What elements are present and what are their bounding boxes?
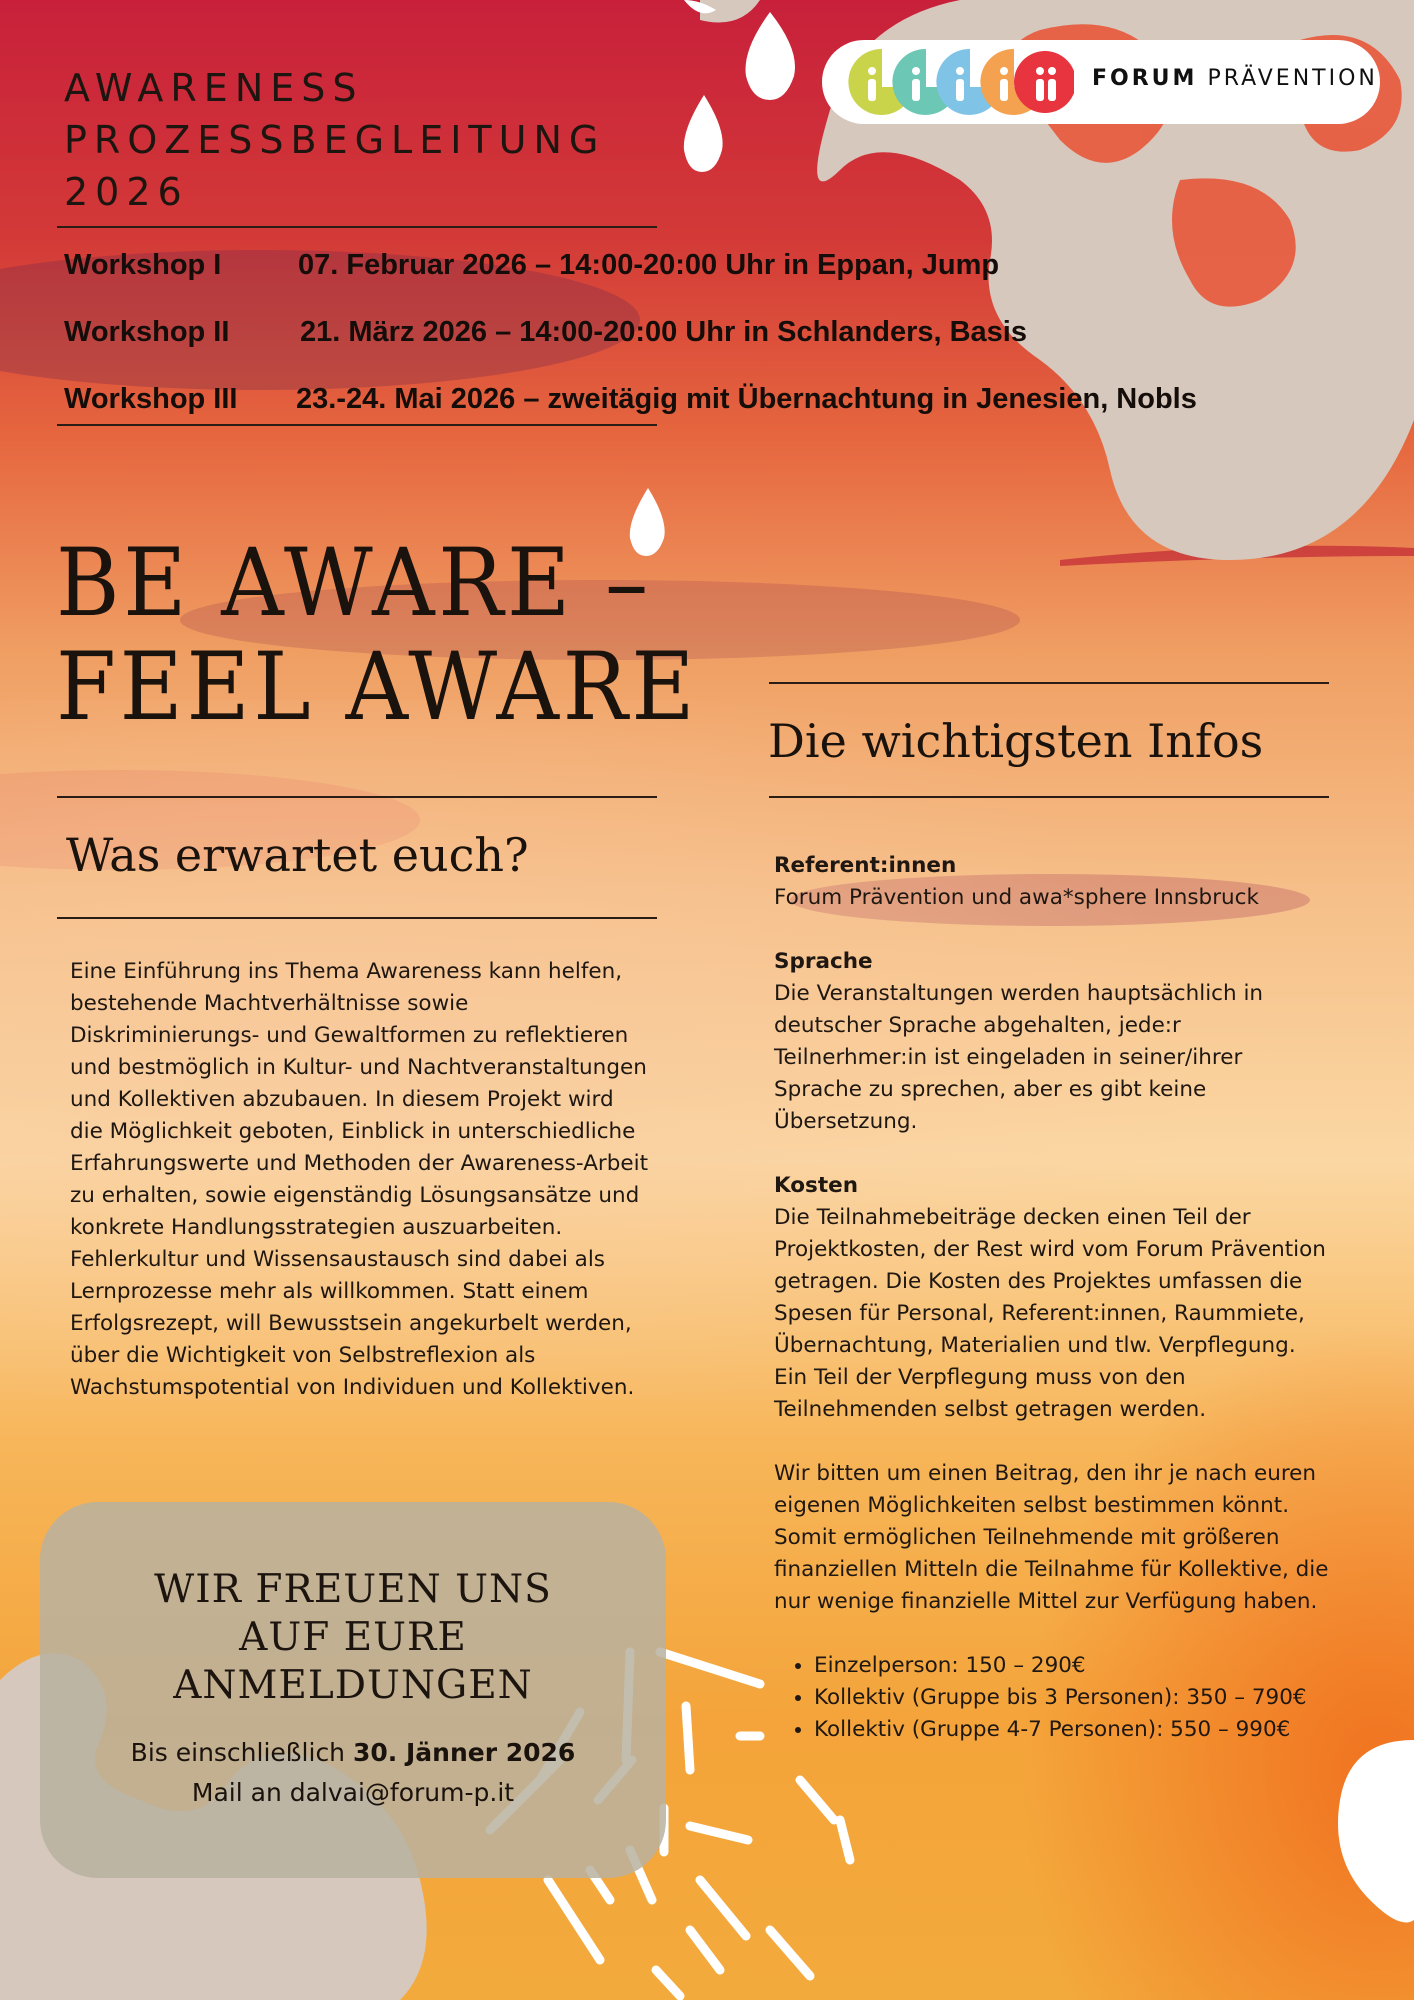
divider xyxy=(769,796,1329,798)
expect-heading: Was erwartet euch? xyxy=(66,828,529,882)
sprache-text: Die Veranstaltungen werden hauptsächlich in deutscher Sprache abgehalten, jede:r Teilnerhmer:in ist eingeladen in seiner/ihrer Sprache zu sprechen, aber es gibt keine Übersetzung. xyxy=(774,981,1264,1134)
workshop-details: 07. Februar 2026 – 14:00-20:00 Uhr in Eppan, Jump xyxy=(298,249,1000,281)
workshop-label: Workshop III xyxy=(64,383,238,415)
workshop-label: Workshop I xyxy=(64,249,222,281)
beitrag-text: Wir bitten um einen Beitrag, den ihr je nach euren eigenen Möglichkeiten selbst bestimmen könnt. Somit ermöglichen Teilnehmende mit größeren finanziellen Mitteln die Teilnahme für Kollektive, die nur wenige finanzielle Mittel zur Verfügung haben. xyxy=(774,1461,1329,1614)
logo-brand-bold: FORUM xyxy=(1092,66,1198,91)
kosten-text: Die Teilnahmebeiträge decken einen Teil der Projektkosten, der Rest wird vom Forum Prävention getragen. Die Kosten des Projektes umfassen die Spesen für Personal, Referent:innen, Raummiete, Übernachtung, Materialien und tlw. Verpflegung. Ein Teil der Verpflegung muss von den Teilnehmenden selbst getragen werden. xyxy=(774,1205,1326,1422)
workshop-row xyxy=(64,316,1027,349)
header-title xyxy=(64,62,605,218)
list-item: • Einzelperson: 150 – 290€ xyxy=(814,1650,1334,1682)
cta-title-line: ANMELDUNGEN xyxy=(173,1663,533,1708)
referent-text: Forum Prävention und awa*sphere Innsbruck xyxy=(774,885,1259,910)
list-item: • Kollektiv (Gruppe 4-7 Personen): 550 – 990€ xyxy=(814,1714,1334,1746)
list-item: • Kollektiv (Gruppe bis 3 Personen): 350 – 790€ xyxy=(814,1682,1334,1714)
divider xyxy=(57,226,657,228)
logo-wordmark xyxy=(1092,66,1378,91)
workshop-row xyxy=(64,249,1000,282)
cta-title-line: WIR FREUEN UNS xyxy=(154,1567,552,1612)
hero-title-line: FEEL AWARE xyxy=(56,633,699,742)
workshop-details: 23.-24. Mai 2026 – zweitägig mit Übernachtung in Jenesien, Nobls xyxy=(296,383,1197,415)
deadline-prefix: Bis einschließlich xyxy=(130,1738,346,1767)
cta-title xyxy=(40,1566,666,1710)
expect-text: Eine Einführung ins Thema Awareness kann helfen, bestehende Machtverhältnisse sowie Diskriminierungs- und Gewaltformen zu reflektieren und bestmöglich in Kultur- und Nachtveranstaltungen und Kollektiven abzubauen. In diesem Projekt wird die Möglichkeit geboten, Einblick in unterschiedliche Erfahrungswerte und Methoden der Awareness-Arbeit zu erhalten, sowie eigenständig Lösungsansätze und konkrete Handlungsstrategien auszuarbeiten. Fehlerkultur und Wissensaustausch sind dabei als Lernprozesse mehr als willkommen. Statt einem Erfolgsrezept, will Bewusstsein angekurbelt werden, über die Wichtigkeit von Selbstreflexion als Wachstumspotential von Individuen und Kollektiven. xyxy=(70,959,649,1400)
workshop-label: Workshop II xyxy=(64,316,230,348)
deadline-date: 30. Jänner 2026 xyxy=(352,1738,576,1767)
workshop-details: 21. März 2026 – 14:00-20:00 Uhr in Schlanders, Basis xyxy=(300,316,1027,348)
divider xyxy=(57,424,657,426)
infos-block xyxy=(774,850,1334,1746)
infos-heading: Die wichtigsten Infos xyxy=(768,714,1264,768)
divider xyxy=(769,682,1329,684)
cta-title-line: AUF EURE xyxy=(239,1615,467,1660)
cta-mail: Mail an dalvai@forum-p.it xyxy=(191,1778,515,1807)
header-title-line: PROZESSBEGLEITUNG xyxy=(64,118,606,162)
header-title-line: 2026 xyxy=(64,170,189,214)
sprache-label: Sprache xyxy=(774,949,873,974)
divider xyxy=(57,917,657,919)
hero-title-line: BE AWARE – xyxy=(56,529,652,638)
kosten-label: Kosten xyxy=(774,1173,859,1198)
cta-deadline xyxy=(40,1738,666,1767)
header-title-line: AWARENESS xyxy=(64,66,364,110)
divider xyxy=(57,796,657,798)
hero-title xyxy=(56,529,699,742)
logo-brand-regular: PRÄVENTION xyxy=(1207,66,1378,91)
costs-list xyxy=(774,1650,1334,1746)
forum-praevention-logo-icon xyxy=(848,47,1074,117)
referent-label: Referent:innen xyxy=(774,853,957,878)
workshop-row xyxy=(64,383,1197,416)
